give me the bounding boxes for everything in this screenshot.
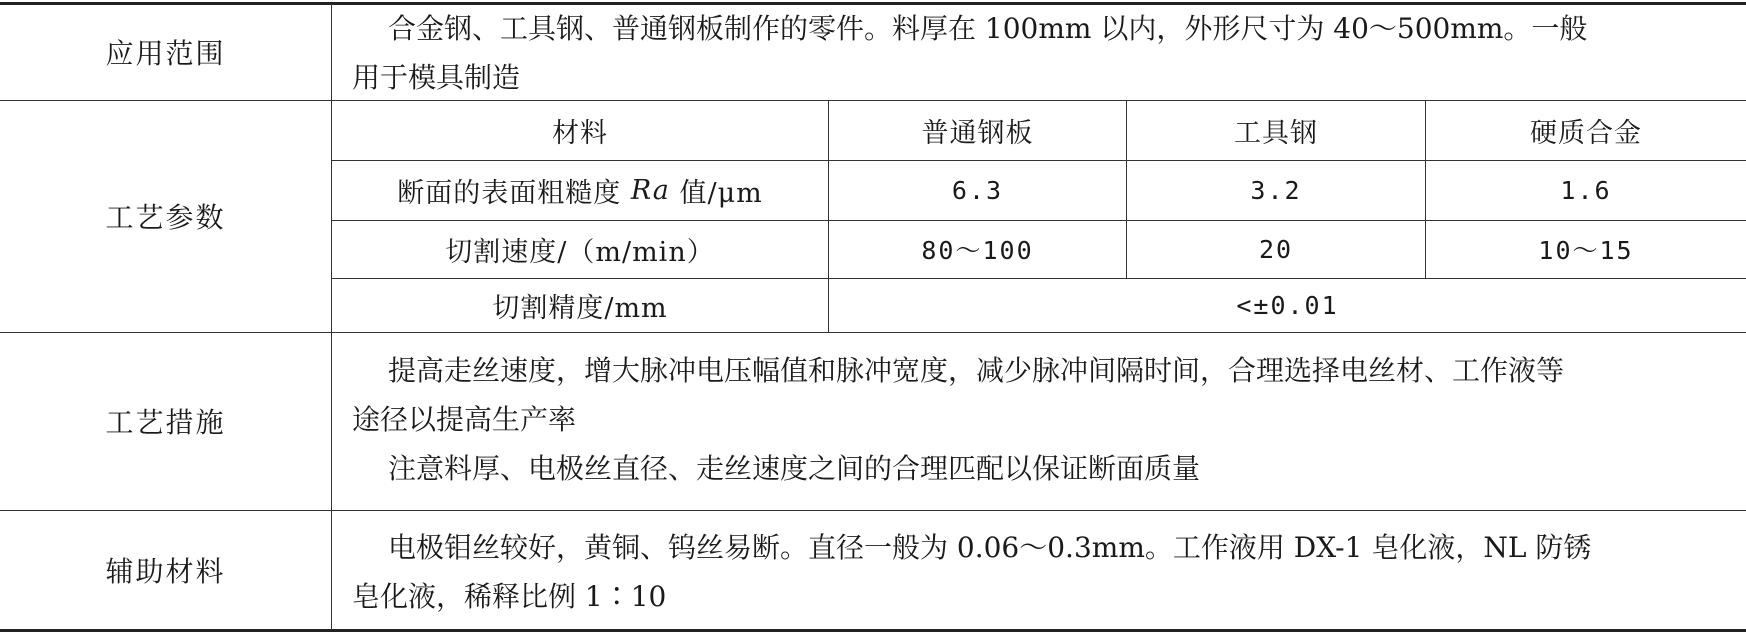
aux-line2: 皂化液，稀释比例 1∶10 [352,580,667,613]
header-hard-alloy: 硬质合金 [1530,117,1642,149]
speed-hard-alloy: 10～15 [1538,236,1634,265]
measures-label: 工艺措施 [105,406,226,439]
speed-steel-plate: 80～100 [921,236,1034,265]
roughness-tool-steel: 3.2 [1250,175,1302,205]
params-label: 工艺参数 [105,201,226,234]
scope-text-line1: 合金钢、工具钢、普通钢板制作的零件。料厚在 100mm 以内，外形尺寸为 40～500mm。一般 [388,12,1588,45]
roughness-steel-plate: 6.3 [951,175,1004,205]
measures-line1: 提高走丝速度，增大脉冲电压幅值和脉冲宽度，减少脉冲间隔时间，合理选择电丝材、工作液等 [388,354,1565,387]
aux-label: 辅助材料 [105,555,226,588]
roughness-label: 断面的表面粗糙度 Ra 值/μm [397,174,763,209]
speed-tool-steel: 20 [1258,234,1294,264]
header-tool-steel: 工具钢 [1234,117,1318,149]
scope-text [352,4,1727,102]
aux-text [352,523,1727,621]
scope-label: 应用范围 [105,37,226,70]
header-material: 材料 [552,117,608,149]
header-steel-plate: 普通钢板 [921,117,1034,149]
roughness-hard-alloy: 1.6 [1560,175,1612,205]
aux-line1: 电极钼丝较好，黄铜、钨丝易断。直径一般为 0.06～0.3mm。工作液用 DX-1 皂化液，NL 防锈 [388,531,1592,564]
measures-text [352,346,1727,493]
precision-value: <±0.01 [1236,290,1339,320]
scope-text-line2: 用于模具制造 [352,61,521,94]
measures-line2: 途径以提高生产率 [352,403,577,436]
precision-label: 切割精度/mm [492,292,668,324]
speed-label: 切割速度/（m/min） [445,236,715,268]
measures-line3: 注意料厚、电极丝直径、走丝速度之间的合理匹配以保证断面质量 [388,452,1201,485]
